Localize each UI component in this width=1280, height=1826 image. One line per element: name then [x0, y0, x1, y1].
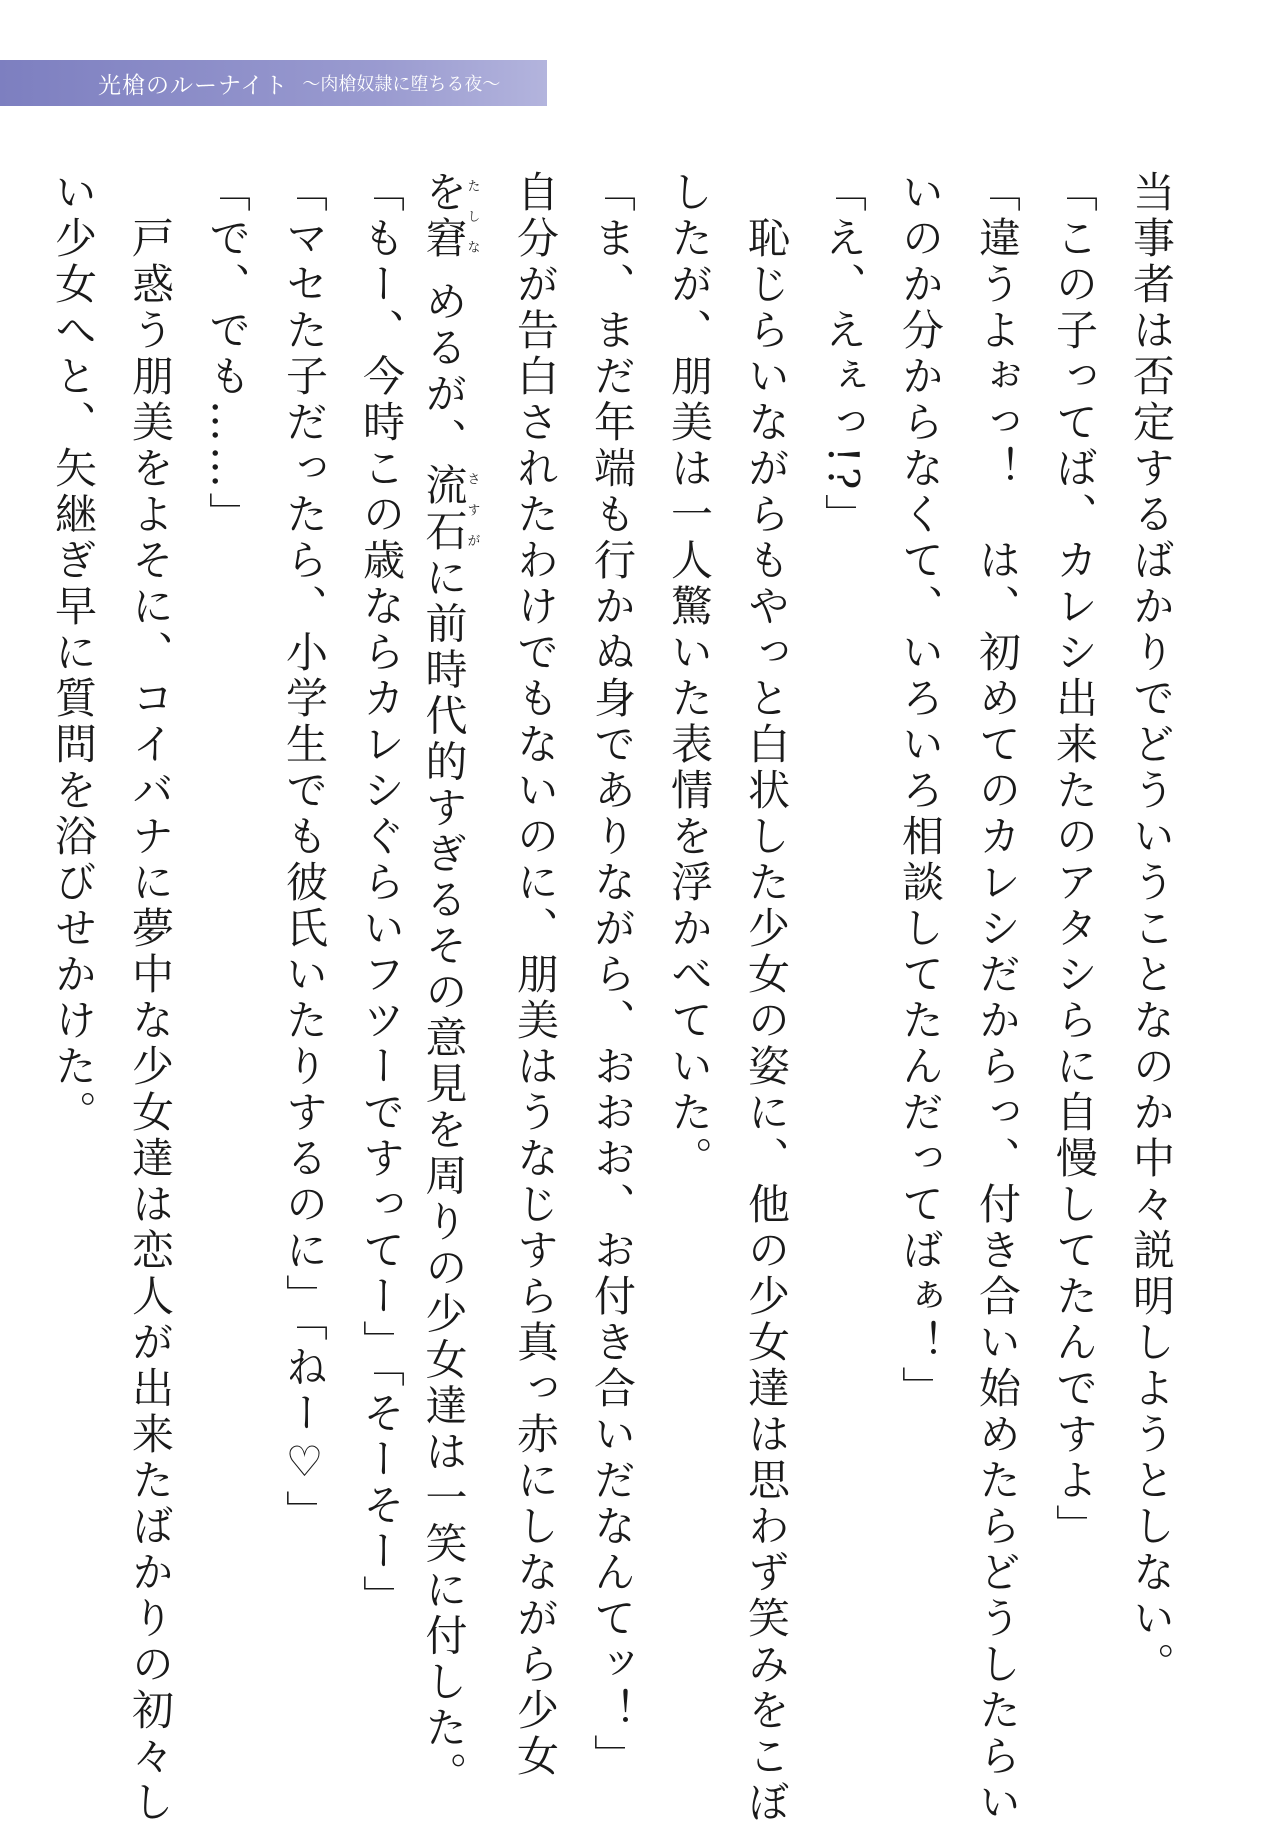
text-line-13: 「で、でも……」: [203, 170, 252, 538]
book-title: 光槍のルーナイト: [98, 72, 289, 99]
text-line-14: 戸惑う朋美をよそに、コイバナに夢中な少女達は恋人が出来たばかりの初々し: [126, 170, 175, 1826]
book-subtitle: 〜肉槍奴隷に堕ちる夜〜: [302, 74, 501, 95]
text-line-8: 「ま、まだ年端も行かぬ身でありながら、おおお、お付き合いだなんてッ！」: [588, 170, 637, 1780]
running-header: [0, 60, 547, 106]
text-line-10-part: に前時代的すぎるその意見を周りの少女達は一笑に付した。: [419, 555, 469, 1798]
text-line-15: い少女へと、矢継ぎ早に質問を浴びせかけた。: [49, 170, 98, 1136]
text-line-4: いのか分からなくて、いろいろ相談してたんだってばぁ！」: [896, 170, 945, 1412]
text-line-6: 恥じらいながらもやっと白状した少女の姿に、他の少女達は思わず笑みをこぼ: [742, 170, 791, 1826]
text-line-11: 「もー、今時この歳ならカレシぐらいフツーですってー」「そーそー」: [357, 170, 406, 1621]
text-line-10-ruby-1: を窘たしな: [419, 170, 480, 262]
ruby-sasuga-base: 流石さすが: [419, 463, 480, 556]
ruby-sasuga: さすが: [464, 463, 480, 556]
text-line-9: 自分が告白されたわけでもないのに、朋美はうなじすら真っ赤にしながら少女: [511, 170, 560, 1780]
ruby-tashina: たしな: [464, 170, 480, 262]
text-line-7: したが、朋美は一人驚いた表情を浮かべていた。: [665, 170, 714, 1182]
text-line-2: 「この子ってば、カレシ出来たのアタシらに自慢してたんですよ」: [1050, 170, 1099, 1550]
text-line-1: 当事者は否定するばかりでどういうことなのか中々説明しようとしない。: [1127, 170, 1176, 1688]
vertical-text-body-2: [0, 170, 1280, 1826]
text-line-5: 「え、えぇっ!?」: [819, 170, 868, 540]
text-line-12: 「マセた子だったら、小学生でも彼氏いたりするのに」「ねー♡」: [280, 170, 329, 1536]
text-line-10-part: めるが、: [419, 279, 469, 464]
text-line-3: 「違うよぉっ！ は、初めてのカレシだからっ、付き合い始めたらどうしたらい: [973, 170, 1022, 1826]
